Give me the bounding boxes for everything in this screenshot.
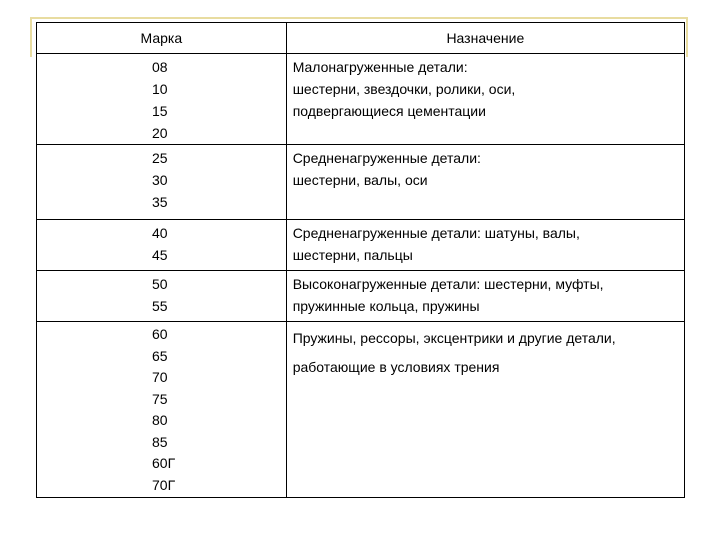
grade-value: 50 (152, 276, 168, 292)
grade-value: 85 (152, 433, 168, 450)
header-grade: Марка (37, 23, 287, 54)
grade-value: 60Г (152, 455, 176, 471)
purpose-cell (286, 54, 684, 145)
grade-value: 60 (152, 326, 168, 342)
table-row (37, 54, 685, 145)
grade-cell (37, 322, 287, 498)
grade-cell (37, 220, 287, 271)
grade-cell (37, 54, 287, 145)
grade-value: 55 (152, 298, 168, 314)
decorative-frame-right (686, 17, 688, 57)
grade-value: 08 (152, 59, 168, 75)
decorative-frame-top (30, 17, 688, 19)
purpose-cell (286, 145, 684, 220)
grade-cell (37, 271, 287, 322)
purpose-text: пружинные кольца, пружины (292, 298, 480, 314)
grade-value: 45 (152, 247, 168, 263)
grade-value: 70Г (152, 476, 176, 493)
steel-grade-table (36, 22, 685, 498)
table-row (37, 145, 685, 220)
purpose-text: шестерни, пальцы (292, 247, 413, 263)
grade-value: 20 (152, 125, 168, 141)
grade-value: 65 (152, 347, 168, 364)
grade-value: 10 (152, 81, 168, 97)
grade-value: 75 (152, 390, 168, 407)
table-header-row (37, 23, 685, 54)
purpose-cell (286, 220, 684, 271)
grade-value: 25 (152, 150, 168, 166)
grade-value: 15 (152, 103, 168, 119)
purpose-cell (286, 271, 684, 322)
purpose-text: шестерни, валы, оси (292, 172, 428, 188)
table-row (37, 271, 685, 322)
table-row (37, 322, 685, 498)
table-row (37, 220, 685, 271)
grade-value: 40 (152, 225, 168, 241)
purpose-text: шестерни, звездочки, ролики, оси, (292, 81, 516, 97)
purpose-text: работающие в условиях трения (292, 359, 500, 375)
purpose-text: Средненагруженные детали: (292, 150, 481, 166)
purpose-text: подвергающиеся цементации (292, 103, 486, 119)
grade-value: 35 (152, 194, 168, 210)
grade-cell (37, 145, 287, 220)
purpose-text: Пружины, рессоры, эксцентрики и другие детали, (292, 330, 616, 346)
decorative-frame-left (30, 17, 32, 57)
grade-value: 70 (152, 369, 168, 385)
purpose-text: Средненагруженные детали: шатуны, валы, (292, 225, 580, 241)
purpose-text: Высоконагруженные детали: шестерни, муфты, (292, 276, 604, 292)
purpose-text: Малонагруженные детали: (292, 59, 468, 75)
header-purpose: Назначение (286, 23, 684, 54)
purpose-cell (286, 322, 684, 498)
grade-value: 80 (152, 412, 168, 428)
grade-value: 30 (152, 172, 168, 188)
